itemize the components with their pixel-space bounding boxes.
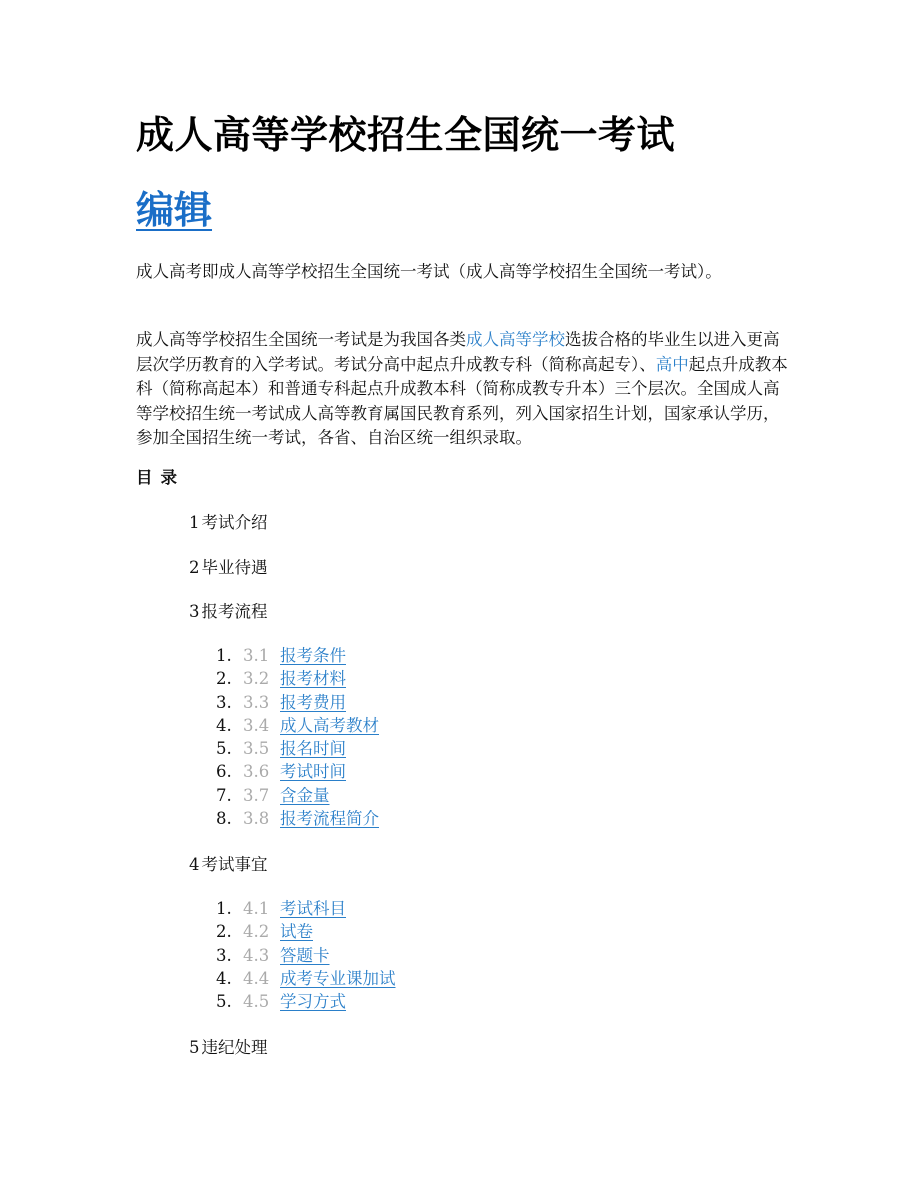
list-ordinal: 2. <box>216 669 232 689</box>
toc-section-number: 4 <box>189 855 200 874</box>
toc-subsection-number: 4.4 <box>243 968 270 988</box>
toc-section-1[interactable] <box>189 511 268 535</box>
toc-subsection-number: 4.5 <box>243 992 270 1012</box>
toc-subsection-link[interactable]: 报名时间 <box>280 739 346 759</box>
list-ordinal: 6. <box>216 762 232 782</box>
toc-subsection-link[interactable]: 成人高考教材 <box>280 715 379 735</box>
toc-subsection-number: 3.7 <box>243 785 270 805</box>
toc-section-number: 3 <box>189 602 200 621</box>
toc-subsection-number: 3.6 <box>243 762 270 782</box>
toc-subsection-link[interactable]: 答题卡 <box>280 945 330 965</box>
description-text-1: 成人高等学校招生全国统一考试是为我国各类 <box>136 330 466 349</box>
toc-section-label: 报考流程 <box>201 602 268 621</box>
toc-subsection-number: 3.5 <box>243 739 270 759</box>
toc-section-label: 考试介绍 <box>201 513 268 532</box>
toc-section-number: 1 <box>189 513 200 532</box>
toc-subsection-number: 4.2 <box>243 922 270 942</box>
toc-subsection-link[interactable]: 报考费用 <box>280 692 346 712</box>
toc-section-number: 5 <box>189 1038 200 1057</box>
toc-subsection-item <box>216 807 379 830</box>
toc-subsection-number: 4.3 <box>243 945 270 965</box>
toc-section-2[interactable] <box>189 556 268 580</box>
toc-subsection-link[interactable]: 成考专业课加试 <box>280 968 396 988</box>
toc-section-4[interactable] <box>189 853 268 877</box>
description-text-3: 起点升成教本科（简称高起本）和普通专科起点升成教本科（简称成教专升本）三个层次。全国成人高等学校招生统一考试成人高等教育属国民教育系列，列入国家招生计划，国家承认学历，参加全国招生统一考试，各省、自治区统一组织录取。 <box>136 354 788 447</box>
list-ordinal: 7. <box>216 785 232 805</box>
page-title: 成人高等学校招生全国统一考试 <box>136 113 676 157</box>
toc-subsection-item <box>216 667 379 690</box>
toc-section-5[interactable] <box>189 1036 268 1060</box>
toc-section-label: 违纪处理 <box>201 1038 268 1057</box>
toc-subsection-number: 4.1 <box>243 899 270 918</box>
toc-subsection-link[interactable]: 考试时间 <box>280 762 346 782</box>
toc-subsection-item <box>216 644 379 667</box>
toc-section-label: 毕业待遇 <box>201 558 268 577</box>
toc-subsection-item <box>216 967 396 990</box>
toc-subsection-link[interactable]: 报考材料 <box>280 669 346 689</box>
toc-subsection-item <box>216 737 379 760</box>
toc-heading: 目录 <box>136 468 185 487</box>
high-school-link[interactable]: 高中 <box>655 354 689 374</box>
toc-subsection-number: 3.4 <box>243 715 270 735</box>
list-ordinal: 2. <box>216 922 232 942</box>
toc-subsection-item <box>216 897 396 920</box>
list-ordinal: 8. <box>216 809 232 829</box>
toc-subsection-item <box>216 944 396 967</box>
list-ordinal: 3. <box>216 692 232 712</box>
toc-subsection-number: 3.1 <box>243 646 270 665</box>
toc-subsection-list-3 <box>216 644 379 830</box>
toc-subsection-number: 3.2 <box>243 669 270 689</box>
toc-subsection-item <box>216 920 396 943</box>
intro-paragraph: 成人高考即成人高等学校招生全国统一考试（成人高等学校招生全国统一考试）。 <box>136 262 722 281</box>
adult-college-link[interactable]: 成人高等学校 <box>466 330 565 349</box>
list-ordinal: 4. <box>216 715 232 735</box>
toc-section-label: 考试事宜 <box>201 855 268 874</box>
toc-section-number: 2 <box>189 558 200 577</box>
toc-subsection-item <box>216 714 379 737</box>
list-ordinal: 4. <box>216 968 232 988</box>
toc-subsection-link[interactable]: 含金量 <box>280 785 330 805</box>
list-ordinal: 1. <box>216 646 232 665</box>
toc-subsection-link[interactable]: 学习方式 <box>280 992 346 1012</box>
toc-subsection-item <box>216 691 379 714</box>
toc-subsection-item <box>216 990 396 1013</box>
toc-subsection-link[interactable]: 报考条件 <box>280 646 346 665</box>
description-paragraph <box>136 328 788 451</box>
toc-section-3[interactable] <box>189 600 268 624</box>
toc-subsection-number: 3.3 <box>243 692 270 712</box>
toc-subsection-link[interactable]: 考试科目 <box>280 899 346 918</box>
toc-subsection-item <box>216 760 379 783</box>
toc-subsection-number: 3.8 <box>243 809 270 829</box>
list-ordinal: 5. <box>216 992 232 1012</box>
edit-link[interactable]: 编辑 <box>136 188 213 232</box>
list-ordinal: 1. <box>216 899 232 918</box>
toc-subsection-item <box>216 784 379 807</box>
toc-subsection-link[interactable]: 报考流程简介 <box>280 809 379 829</box>
list-ordinal: 5. <box>216 739 232 759</box>
list-ordinal: 3. <box>216 945 232 965</box>
toc-subsection-list-4 <box>216 897 396 1013</box>
description-text-2: 选拔合格的毕业生以进入更高层次学历教育的入学考试。考试分高中起点升成教专科（简称高起专）、 <box>136 330 780 374</box>
toc-subsection-link[interactable]: 试卷 <box>280 922 313 942</box>
